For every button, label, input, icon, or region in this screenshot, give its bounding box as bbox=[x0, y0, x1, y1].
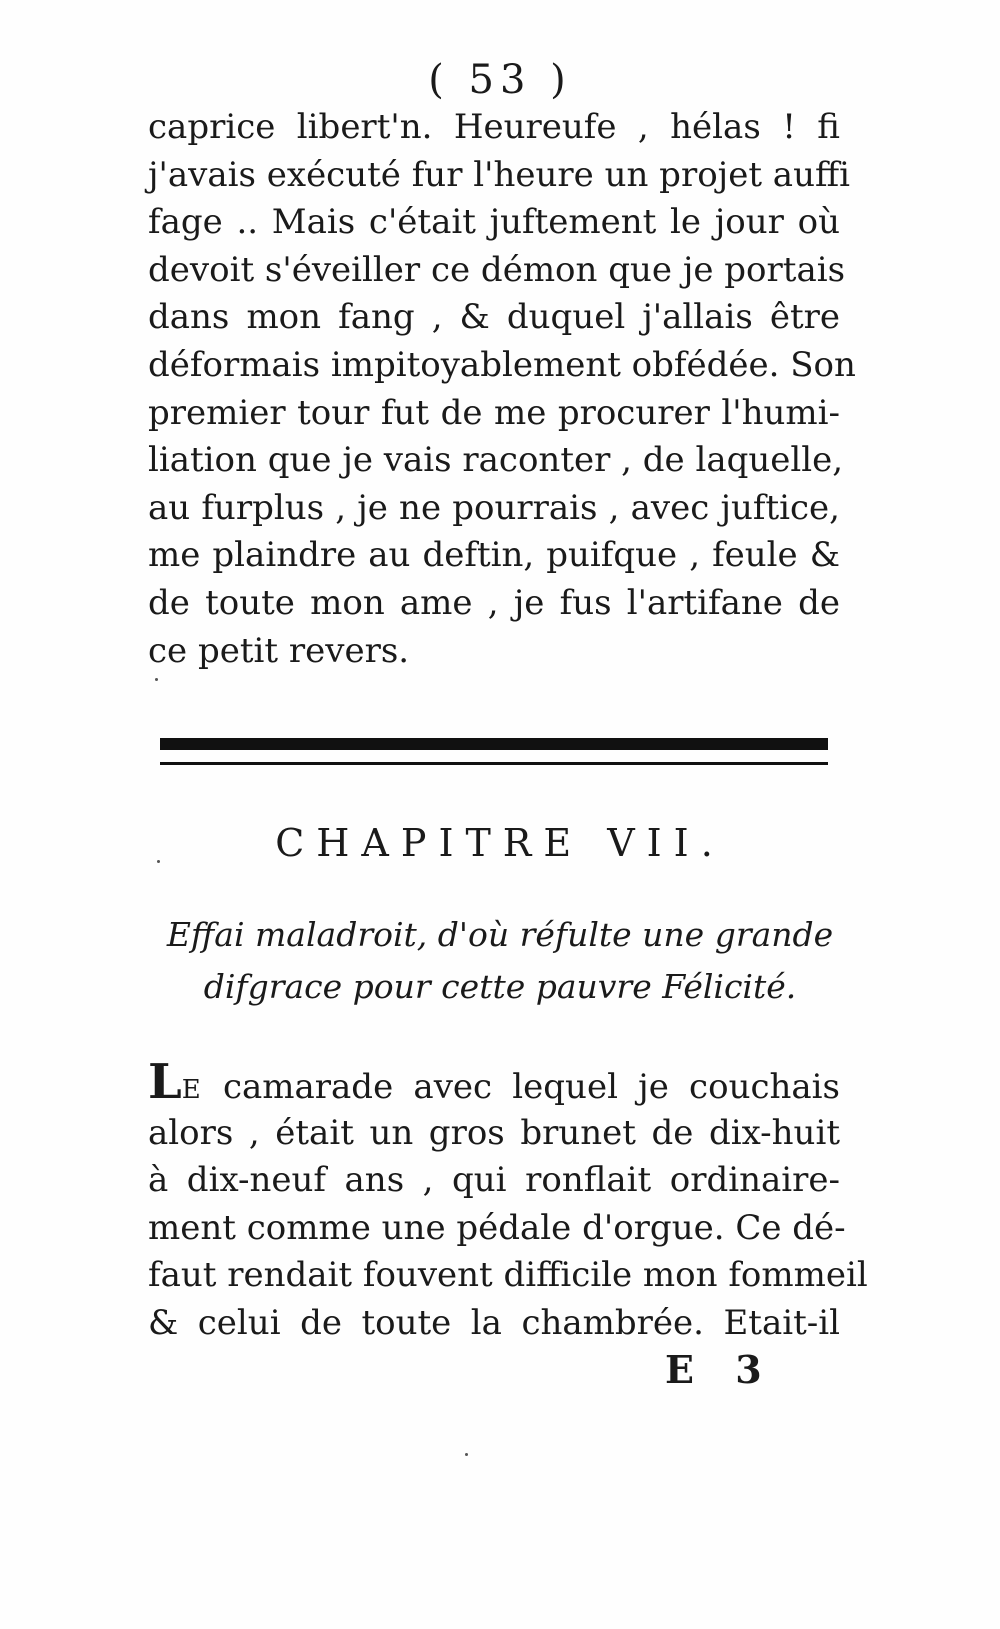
paper-speck bbox=[465, 1453, 468, 1456]
text-line: au furplus , je ne pourrais , avec juftice, bbox=[148, 487, 840, 528]
text-line: me plaindre au deftin, puifque , feule & bbox=[148, 535, 840, 576]
text-line: premier tour fut de me procurer l'humi- bbox=[148, 392, 840, 433]
text-line: ce petit revers. bbox=[148, 630, 410, 671]
text-line: de toute mon ame , je fus l'artifane de bbox=[148, 582, 840, 623]
text-line: fage .. Mais c'était juftement le jour où bbox=[148, 202, 840, 243]
chapter-end-paragraph bbox=[148, 104, 856, 675]
text-line: à dix-neuf ans , qui ronflait ordinaire- bbox=[148, 1160, 840, 1201]
text-line-first bbox=[148, 1054, 840, 1110]
page-number: ( 53 ) bbox=[428, 57, 572, 103]
paper-speck bbox=[155, 678, 158, 681]
text-line: caprice libert'n. Heureufe , hélas ! fi bbox=[148, 107, 840, 147]
ornamental-rule-thin bbox=[160, 762, 828, 765]
text-line: dans mon fang , & duquel j'allais être bbox=[148, 297, 840, 338]
paper-speck bbox=[157, 860, 160, 863]
chapter-subtitle-line: difgrace pour cette pauvre Félicité. bbox=[203, 967, 797, 1006]
chapter-body-paragraph bbox=[148, 1054, 868, 1348]
small-caps-letter: E bbox=[181, 1075, 203, 1105]
drop-cap: L bbox=[148, 1054, 182, 1110]
chapter-subtitle-line: Effai maladroit, d'où réfulte une grande bbox=[166, 915, 834, 954]
text-line: ment comme une pédale d'orgue. Ce dé- bbox=[148, 1207, 846, 1248]
ornamental-rule-thick bbox=[160, 738, 828, 750]
chapter-title: CHAPITRE VII. bbox=[275, 821, 725, 865]
text-line: liation que je vais raconter , de laquelle, bbox=[148, 440, 844, 481]
text-line: devoit s'éveiller ce démon que je portais bbox=[148, 249, 846, 290]
signature-mark: E 3 bbox=[665, 1347, 776, 1392]
text-line: alors , était un gros brunet de dix-huit bbox=[148, 1112, 840, 1153]
text-line: déformais impitoyablement obfédée. Son bbox=[148, 344, 856, 385]
text-line: faut rendait fouvent difficile mon fommeil bbox=[148, 1255, 868, 1296]
text-run: camarade avec lequel je couchais bbox=[202, 1067, 840, 1107]
text-line: & celui de toute la chambrée. Etait-il bbox=[148, 1302, 840, 1343]
text-line: j'avais exécuté fur l'heure un projet auffi bbox=[148, 154, 850, 195]
